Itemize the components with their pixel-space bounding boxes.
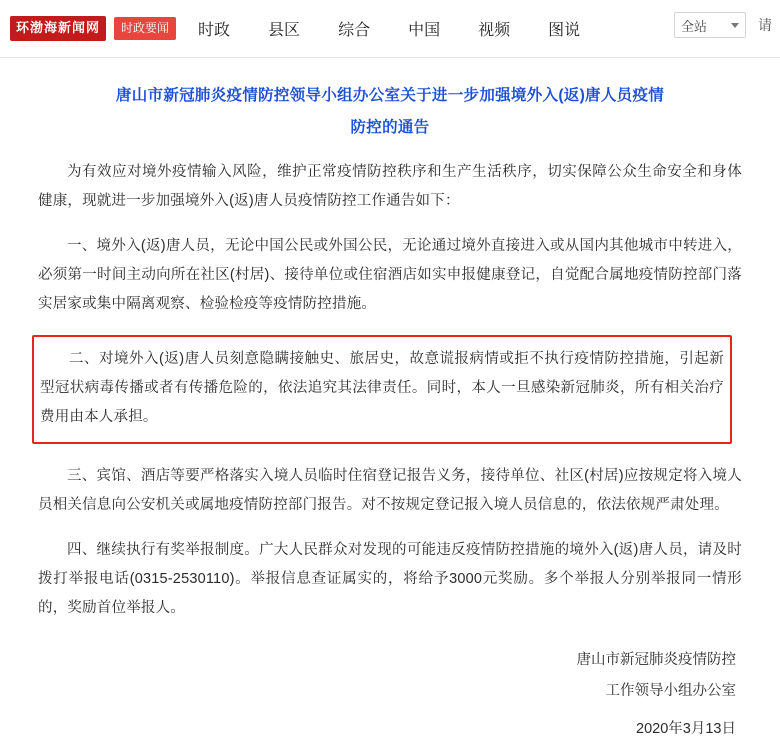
top-navigation-bar (0, 0, 780, 58)
search-scope-value: 全站 (681, 18, 708, 34)
signature-organization: 唐山市新冠肺炎疫情防控 (576, 651, 736, 668)
search-input[interactable]: 请 (758, 17, 772, 33)
nav-item-shizheng[interactable]: 时政 (198, 22, 231, 39)
article-body (38, 158, 742, 746)
article-title-line-1: 唐山市新冠肺炎疫情防控领导小组办公室关于进一步加强境外入(返)唐人员疫情 (115, 87, 665, 104)
article-title-line-2: 防控的通告 (350, 118, 430, 136)
paragraph-intro: 为有效应对境外疫情输入风险，维护正常疫情防控秩序和生产生活秩序，切实保障公众生命安全和身体健康，现就进一步加强境外入(返)唐人员疫情防控工作通告如下： (38, 163, 742, 209)
search-area (674, 12, 772, 38)
hot-topic-tag[interactable]: 时政要闻 (114, 17, 176, 39)
nav-item-xianqu[interactable]: 县区 (268, 22, 301, 39)
highlighted-section (32, 335, 732, 444)
paragraph-item-4: 四、继续执行有奖举报制度。广大人民群众对发现的可能违反疫情防控措施的境外入(返)唐人员，请及时拨打举报电话(0315-2530110)。举报信息查证属实的，将给予3000元奖励。多个举报人分别举报同一情形的，奖励首位举报人。 (38, 541, 742, 616)
paragraph-item-1: 一、境外入(返)唐人员，无论中国公民或外国公民，无论通过境外直接进入或从国内其他城市中转进入，必须第一时间主动向所在社区(村居)、接待单位或住宿酒店如实申报健康登记，自觉配合属地疫情防控部门落实居家或集中隔离观察、检验检疫等疫情防控措施。 (38, 237, 742, 312)
nav-item-zonghe[interactable]: 综合 (338, 22, 371, 39)
chevron-down-icon (731, 23, 739, 28)
signature-office: 工作领导小组办公室 (605, 683, 736, 700)
signature-date: 2020年3月13日 (636, 721, 736, 738)
nav-item-list (198, 17, 618, 40)
search-scope-select[interactable] (674, 12, 746, 38)
article-signature (38, 645, 742, 746)
nav-item-shipin[interactable]: 视频 (478, 22, 511, 39)
nav-item-zhongguo[interactable]: 中国 (408, 22, 441, 39)
article-title (38, 80, 742, 144)
paragraph-item-3: 三、宾馆、酒店等要严格落实入境人员临时住宿登记报告义务，接待单位、社区(村居)应按规定将入境人员相关信息向公安机关或属地疫情防控部门报告。对不按规定登记报入境人员信息的，依法依规严肃处理。 (38, 467, 742, 513)
site-logo[interactable]: 环渤海新闻网 (10, 16, 106, 40)
article-container (0, 58, 780, 746)
nav-item-tushuo[interactable]: 图说 (548, 22, 581, 39)
paragraph-item-2: 二、对境外入(返)唐人员刻意隐瞒接触史、旅居史，故意谎报病情或拒不执行疫情防控措施，引起新型冠状病毒传播或者有传播危险的，依法追究其法律责任。同时，本人一旦感染新冠肺炎，所有相关治疗费用由本人承担。 (40, 350, 724, 425)
